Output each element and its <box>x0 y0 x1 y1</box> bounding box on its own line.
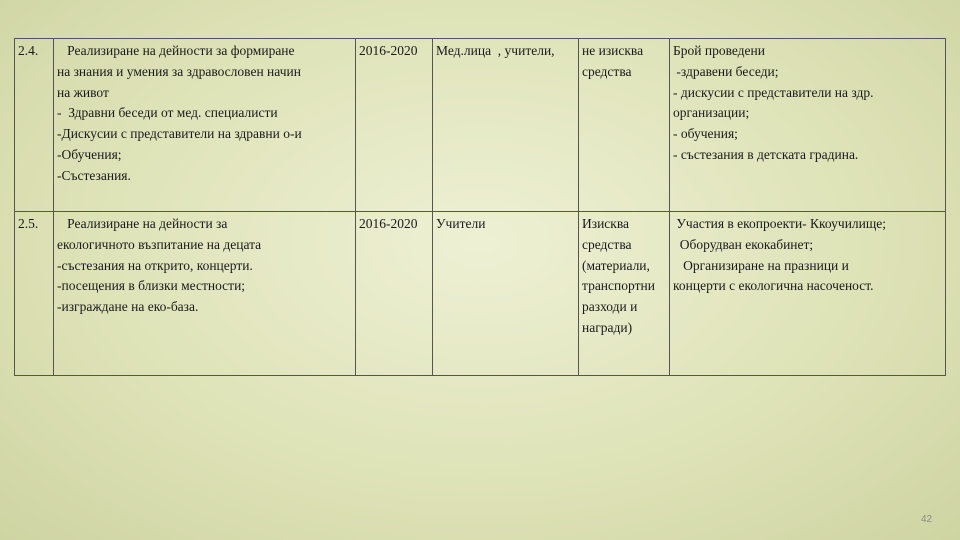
indicator-line: организации; <box>673 105 750 121</box>
activity-line: екологичното възпитание на децата <box>57 236 262 252</box>
activity-line: -състезания на открито, концерти. <box>57 257 253 273</box>
indicator-line: Брой проведени <box>673 43 765 58</box>
activity-line: -Обучения; <box>57 146 122 162</box>
indicator-line: -здравени беседи; <box>673 63 779 79</box>
activity-line: -посещения в близки местности; <box>57 278 246 294</box>
page-number: 42 <box>921 514 933 525</box>
resources-line: средства <box>582 63 632 79</box>
row-number-cell: 2.4. <box>15 39 54 212</box>
resources-cell <box>579 212 670 376</box>
resources-cell <box>579 39 670 212</box>
activity-line: -Състезания. <box>57 167 131 183</box>
resources-line: (материали, <box>582 257 650 273</box>
activity-line: на знания и умения за здравословен начин <box>57 63 301 79</box>
indicator-line: - дискусии с представители на здр. <box>673 84 874 100</box>
activity-plan-table <box>14 38 946 376</box>
activity-line: на живот <box>57 84 109 100</box>
indicators-cell <box>670 212 946 376</box>
period-cell: 2016-2020 <box>356 39 433 212</box>
activity-line: -изграждане на еко-база. <box>57 299 199 315</box>
activity-line: -Дискусии с представители на здравни о-и <box>57 126 302 142</box>
resources-line: награди) <box>582 319 633 335</box>
resources-line: Изисква <box>582 216 630 231</box>
indicator-line: - състезания в детската градина. <box>673 146 859 162</box>
indicator-line: Оборудван екокабинет; <box>673 236 814 252</box>
activity-line: - Здравни беседи от мед. специалисти <box>57 105 278 121</box>
period-cell: 2016-2020 <box>356 212 433 376</box>
activity-line: Реализиране на дейности за формиране <box>57 43 295 58</box>
resources-line: транспортни <box>582 278 655 294</box>
table-row <box>15 212 946 376</box>
table-row <box>15 39 946 212</box>
indicator-line: Организиране на празници и <box>673 257 849 273</box>
indicator-line: - обучения; <box>673 126 738 142</box>
activity-line: Реализиране на дейности за <box>57 216 228 231</box>
activity-cell <box>54 39 356 212</box>
responsible-cell: Учители <box>433 212 579 376</box>
indicator-line: Участия в екопроекти- Ккоучилище; <box>673 216 887 231</box>
activity-cell <box>54 212 356 376</box>
responsible-cell: Мед.лица , учители, <box>433 39 579 212</box>
resources-line: средства <box>582 236 632 252</box>
indicators-cell <box>670 39 946 212</box>
row-number-cell: 2.5. <box>15 212 54 376</box>
resources-line: разходи и <box>582 299 638 315</box>
resources-line: не изисква <box>582 43 644 58</box>
indicator-line: концерти с екологична насоченост. <box>673 278 874 294</box>
